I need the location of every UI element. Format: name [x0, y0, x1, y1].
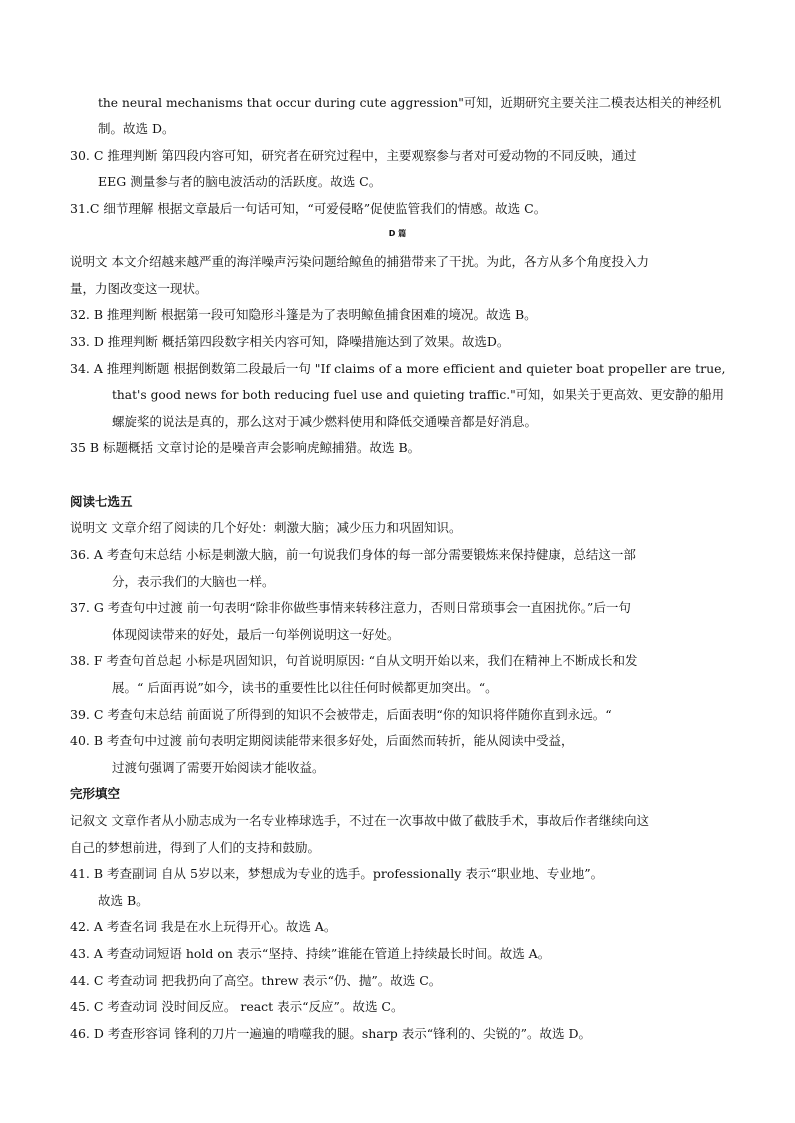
text-line: 量，力图改变这一现状。 — [70, 281, 208, 296]
passage-summary: 说明文 本文介绍越来越严重的海洋噪声污染问题给鲸鱼的捕猎带来了干扰。为此，各方从多个角度投入力 — [70, 254, 649, 269]
text-line: 制。故选 D。 — [98, 121, 175, 136]
text-line: 螺旋桨的说法是真的，那么这对于减少燃料使用和降低交通噪音都是好消息。 — [112, 414, 538, 429]
answer-42: 42. A 考查名词 我是在水上玩得开心。故选 A。 — [70, 919, 337, 934]
text-line: 分，表示我们的大脑也一样。 — [112, 574, 275, 589]
section-heading-cloze: 完形填空 — [70, 786, 121, 801]
answer-32: 32. B 推理判断 根据第一段可知隐形斗篷是为了表明鲸鱼捕食困难的境况。故选 B。 — [70, 307, 537, 322]
answer-30: 30. C 推理判断 第四段内容可知，研究者在研究过程中，主要观察参与者对可爱动物的不同反映，通过 — [70, 148, 637, 163]
answer-45: 45. C 考查动词 没时间反应。 react 表示“反应”。故选 C。 — [70, 999, 404, 1014]
passage-summary: 说明文 文章介绍了阅读的几个好处：刺激大脑；减少压力和巩固知识。 — [70, 520, 462, 535]
text-line: 自己的梦想前进，得到了人们的支持和鼓励。 — [70, 840, 321, 855]
answer-35: 35 B 标题概括 文章讨论的是噪音声会影响虎鲸捕猎。故选 B。 — [70, 440, 421, 455]
answer-39: 39. C 考查句末总结 前面说了所得到的知识不会被带走，后面表明“你的知识将伴随你直到永远。“ — [70, 707, 612, 722]
text-line: 过渡句强调了需要开始阅读才能收益。 — [112, 760, 325, 775]
answer-37: 37. G 考查句中过渡 前一句表明“除非你做些事情来转移注意力，否则日常琐事会一直困扰你。”后一句 — [70, 600, 631, 615]
text-line: that's good news for both reducing fuel use and quieting traffic."可知，如果关于更高效、更安静的船用 — [112, 388, 724, 402]
answer-41: 41. B 考查副词 自从 5岁以来，梦想成为专业的选手。professionally 表示“职业地、专业地”。 — [70, 866, 604, 881]
text-line: EEG 测量参与者的脑电波活动的活跃度。故选 C。 — [98, 174, 382, 189]
text-line: 故选 B。 — [98, 893, 149, 908]
text-line: the neural mechanisms that occur during cute aggression"可知，近期研究主要关注二模表达相关的神经机 — [98, 96, 722, 110]
answer-40: 40. B 考查句中过渡 前句表明定期阅读能带来很多好处，后面然而转折，能从阅读中受益， — [70, 733, 574, 748]
answer-36: 36. A 考查句末总结 小标是刺激大脑，前一句说我们身体的每一部分需要锻炼来保持健康，总结这一部 — [70, 547, 636, 562]
answer-33: 33. D 推理判断 概括第四段数字相关内容可知，降噪措施达到了效果。故选D。 — [70, 334, 510, 349]
answer-31: 31.C 细节理解 根据文章最后一句话可知，“可爱侵略”促使监管我们的情感。故选 C。 — [70, 201, 547, 216]
answer-38: 38. F 考查句首总起 小标是巩固知识，句首说明原因: “自从文明开始以来，我们在精神上不断成长和发 — [70, 653, 638, 668]
section-heading-seven-choose-five: 阅读七选五 — [70, 494, 133, 509]
answer-44: 44. C 考查动词 把我扔向了高空。threw 表示“仍、抛”。故选 C。 — [70, 973, 442, 988]
answer-46: 46. D 考查形容词 锋利的刀片一遍遍的啃噬我的腿。sharp 表示“锋利的、尖锐的”。故选 D。 — [70, 1026, 591, 1041]
passage-summary: 记叙文 文章作者从小励志成为一名专业棒球选手，不过在一次事故中做了截肢手术，事故后作者继续向这 — [70, 813, 649, 828]
text-line: 展。“ 后面再说”如今，读书的重要性比以往任何时候都更加突出。“。 — [112, 680, 498, 695]
answer-34: 34. A 推理判断题 根据倒数第二段最后一句 "If claims of a more efficient and quieter boat propeller are true, — [70, 361, 726, 376]
section-heading-d: D 篇 — [388, 229, 407, 238]
answer-43: 43. A 考查动词短语 hold on 表示“坚持、持续”谁能在管道上持续最长时间。故选 A。 — [70, 946, 551, 961]
text-line: 体现阅读带来的好处，最后一句举例说明这一好处。 — [112, 627, 400, 642]
